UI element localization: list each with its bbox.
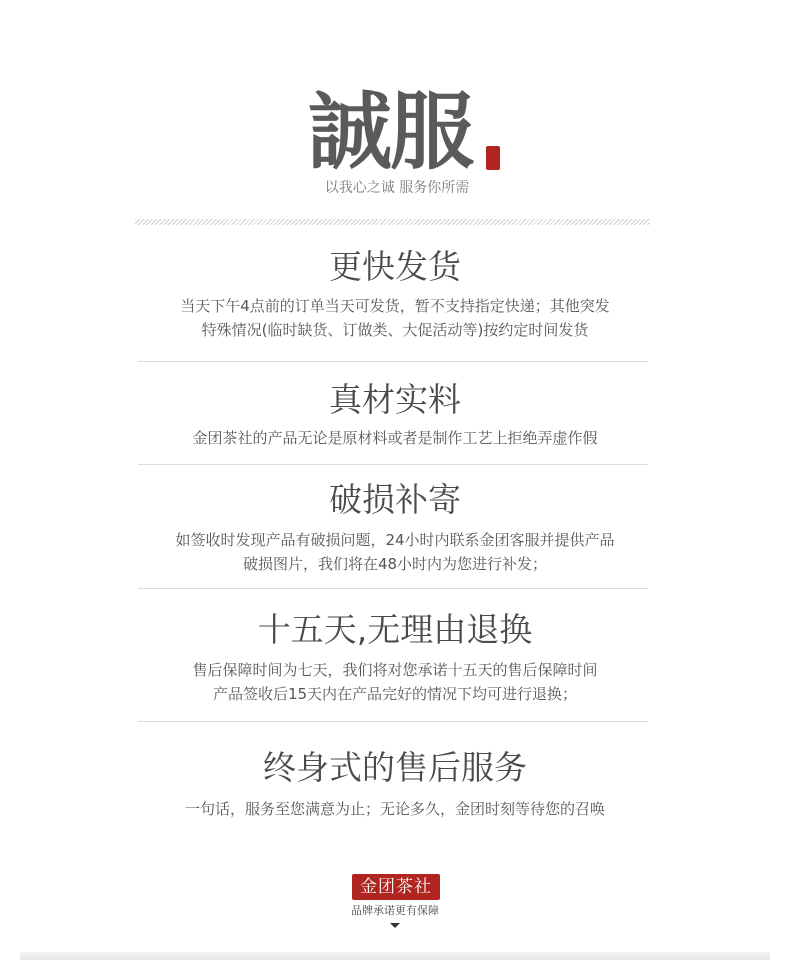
hatched-divider bbox=[135, 219, 650, 225]
section-title: 十五天,无理由退换 bbox=[257, 610, 533, 649]
section-desc-line: 金团茶社的产品无论是原材料或者是制作工艺上拒绝弄虚作假 bbox=[192, 429, 598, 447]
hero-title: 誠服 bbox=[308, 82, 473, 181]
section-desc-line: 产品签收后15天内在产品完好的情况下均可进行退换； bbox=[212, 685, 578, 703]
section-title: 更快发货 bbox=[329, 247, 461, 286]
section-desc-line: 当天下午4点前的订单当天可发货，暂不支持指定快递；其他突发 bbox=[180, 297, 610, 315]
caret-down-icon bbox=[390, 923, 400, 928]
section-divider bbox=[138, 464, 648, 465]
brand-seal-logo: 金团茶社 bbox=[352, 874, 440, 900]
section-title: 破损补寄 bbox=[329, 480, 461, 519]
section-desc-line: 售后保障时间为七天，我们将对您承诺十五天的售后保障时间 bbox=[192, 661, 598, 679]
section-title: 终身式的售后服务 bbox=[263, 748, 527, 787]
section-desc-line: 特殊情况(临时缺货、订做类、大促活动等)按约定时间发货 bbox=[201, 321, 589, 339]
bottom-edge-strip bbox=[20, 952, 770, 960]
section-desc-line: 一句话，服务至您满意为止；无论多久，金团时刻等待您的召唤 bbox=[184, 800, 605, 818]
section-desc-line: 破损图片，我们将在48小时内为您进行补发； bbox=[242, 555, 548, 573]
section-divider bbox=[138, 721, 648, 722]
section-title: 真材实料 bbox=[329, 380, 461, 419]
red-seal-stamp bbox=[486, 146, 500, 170]
hero-subtitle: 以我心之诚 服务你所需 bbox=[324, 180, 470, 196]
section-desc-line: 如签收时发现产品有破损问题，24小时内联系金团客服并提供产品 bbox=[175, 531, 615, 549]
brand-promise-note: 品牌承诺更有保障 bbox=[351, 904, 439, 917]
section-divider bbox=[138, 361, 648, 362]
section-divider bbox=[138, 588, 648, 589]
